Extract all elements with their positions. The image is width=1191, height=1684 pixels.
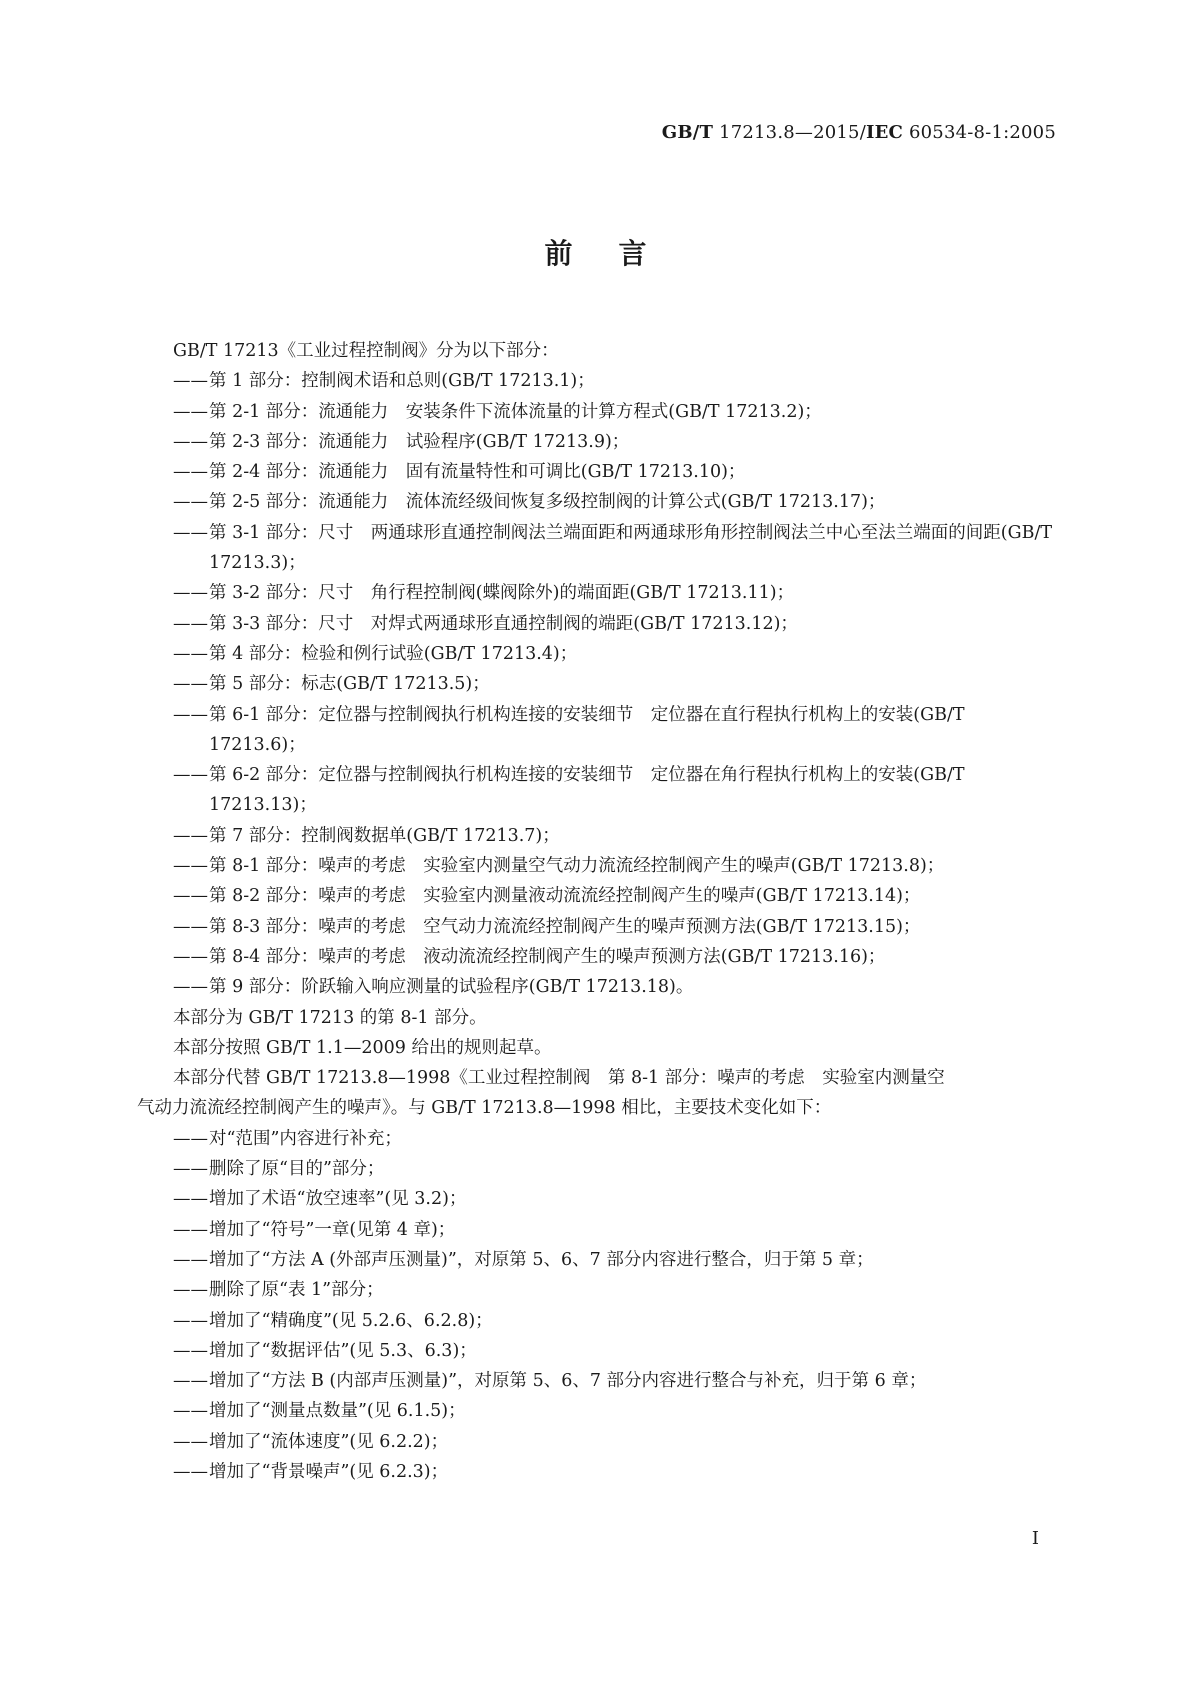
change-item: —— 增加了“方法 A (外部声压测量)”，对原第 5、6、7 部分内容进行整合，归于第 5 章；	[173, 1249, 874, 1270]
part-item: —— 第 3-2 部分：尺寸 角行程控制阀(蝶阀除外)的端面距(GB/T 17213.11)；	[173, 583, 795, 604]
part-item: —— 第 6-1 部分：定位器与控制阀执行机构连接的安装细节 定位器在直行程执行机构上的安装(GB/T 17213.6)；	[173, 704, 965, 755]
part-item: —— 第 8-2 部分：噪声的考虑 实验室内测量液动流流经控制阀产生的噪声(GB/T 17213.14)；	[173, 886, 921, 907]
change-item: —— 增加了“测量点数量”(见 6.1.5)；	[173, 1401, 466, 1422]
part-item: —— 第 8-4 部分：噪声的考虑 液动流流经控制阀产生的噪声预测方法(GB/T 17213.16)；	[173, 946, 886, 967]
change-item: —— 增加了“流体速度”(见 6.2.2)；	[173, 1431, 449, 1452]
part-item: —— 第 5 部分：标志(GB/T 17213.5)；	[173, 674, 490, 695]
change-item: —— 增加了术语“放空速率”(见 3.2)；	[173, 1189, 467, 1210]
part-item: —— 第 2-5 部分：流通能力 流体流经级间恢复多级控制阀的计算公式(GB/T 17213.17)；	[173, 492, 886, 513]
document-standard-code: GB/T 17213.8—2015/IEC 60534-8-1:2005	[661, 122, 1056, 143]
intro-paragraph: GB/T 17213《工业过程控制阀》分为以下部分：	[173, 341, 559, 361]
paragraph: 本部分为 GB/T 17213 的第 8-1 部分。	[173, 1007, 487, 1028]
paragraph-continuation: 气动力流流经控制阀产生的噪声》。与 GB/T 17213.8—1998 相比，主要技术变化如下：	[137, 1098, 832, 1119]
part-item: —— 第 8-1 部分：噪声的考虑 实验室内测量空气动力流流经控制阀产生的噪声(GB/T 17213.8)；	[173, 856, 945, 877]
part-item: —— 第 3-3 部分：尺寸 对焊式两通球形直通控制阀的端距(GB/T 17213.12)；	[173, 613, 798, 634]
page-number: I	[1031, 1528, 1039, 1549]
page-title: 前言	[544, 237, 693, 270]
change-item: —— 增加了“精确度”(见 5.2.6、6.2.8)；	[173, 1310, 493, 1331]
part-item: —— 第 7 部分：控制阀数据单(GB/T 17213.7)；	[173, 825, 560, 846]
paragraph: 本部分代替 GB/T 17213.8—1998《工业过程控制阀 第 8-1 部分：噪声的考虑 实验室内测量空	[173, 1068, 945, 1089]
change-item: —— 删除了原“表 1”部分；	[173, 1280, 384, 1301]
preface-body	[137, 336, 1053, 1487]
change-item: —— 增加了“方法 B (内部声压测量)”，对原第 5、6、7 部分内容进行整合与补充，归于第 6 章；	[173, 1371, 927, 1392]
change-item: —— 增加了“背景噪声”(见 6.2.3)；	[173, 1461, 449, 1482]
change-item: —— 对“范围”内容进行补充；	[173, 1128, 402, 1149]
part-item: —— 第 4 部分：检验和例行试验(GB/T 17213.4)；	[173, 643, 578, 664]
part-item: —— 第 8-3 部分：噪声的考虑 空气动力流流经控制阀产生的噪声预测方法(GB/T 17213.15)；	[173, 916, 921, 937]
change-item: —— 增加了“数据评估”(见 5.3、6.3)；	[173, 1340, 477, 1361]
part-item: —— 第 2-4 部分：流通能力 固有流量特性和可调比(GB/T 17213.10)；	[173, 462, 746, 483]
change-item: —— 删除了原“目的”部分；	[173, 1159, 385, 1180]
part-item: —— 第 2-3 部分：流通能力 试验程序(GB/T 17213.9)；	[173, 431, 630, 452]
part-item: —— 第 3-1 部分：尺寸 两通球形直通控制阀法兰端面距和两通球形角形控制阀法兰中心至法兰端面的间距(GB/T 17213.3)；	[173, 522, 1053, 574]
paragraph: 本部分按照 GB/T 1.1—2009 给出的规则起草。	[173, 1037, 552, 1058]
part-item: —— 第 1 部分：控制阀术语和总则(GB/T 17213.1)；	[173, 371, 595, 392]
change-item: —— 增加了“符号”一章(见第 4 章)；	[173, 1219, 456, 1240]
part-item: —— 第 2-1 部分：流通能力 安装条件下流体流量的计算方程式(GB/T 17213.2)；	[173, 401, 822, 422]
part-item: —— 第 9 部分：阶跃输入响应测量的试验程序(GB/T 17213.18)。	[173, 977, 694, 998]
part-item: —— 第 6-2 部分：定位器与控制阀执行机构连接的安装细节 定位器在角行程执行机构上的安装(GB/T 17213.13)；	[173, 765, 965, 816]
